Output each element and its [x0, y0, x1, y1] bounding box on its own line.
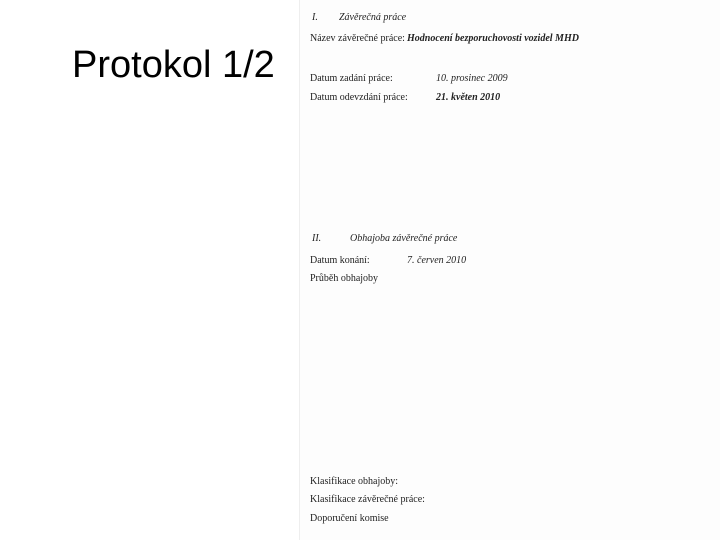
- assigned-date-label: Datum zadání práce:: [310, 73, 393, 84]
- defense-date-value: 7. červen 2010: [407, 255, 467, 266]
- section1-heading: Závěrečná práce: [339, 12, 407, 23]
- scanned-protocol-page: [299, 0, 720, 540]
- submitted-date-value: 21. květen 2010: [436, 92, 501, 103]
- section2-number: II.: [312, 233, 322, 244]
- thesis-grade-label: Klasifikace závěrečné práce:: [310, 494, 425, 505]
- section2-heading: Obhajoba závěrečné práce: [350, 233, 458, 244]
- thesis-title-label: Název závěrečné práce:: [310, 33, 405, 44]
- submitted-date-label: Datum odevzdání práce:: [310, 92, 408, 103]
- slide-title: Protokol 1/2: [72, 44, 275, 86]
- defense-grade-label: Klasifikace obhajoby:: [310, 476, 399, 487]
- assigned-date-value: 10. prosinec 2009: [436, 73, 508, 84]
- section1-number: I.: [312, 12, 318, 23]
- defense-date-label: Datum konání:: [310, 255, 370, 266]
- thesis-title-value: Hodnocení bezporuchovosti vozidel MHD: [407, 33, 579, 44]
- recommendation-label: Doporučení komise: [310, 513, 389, 524]
- defense-course-label: Průběh obhajoby: [310, 273, 379, 284]
